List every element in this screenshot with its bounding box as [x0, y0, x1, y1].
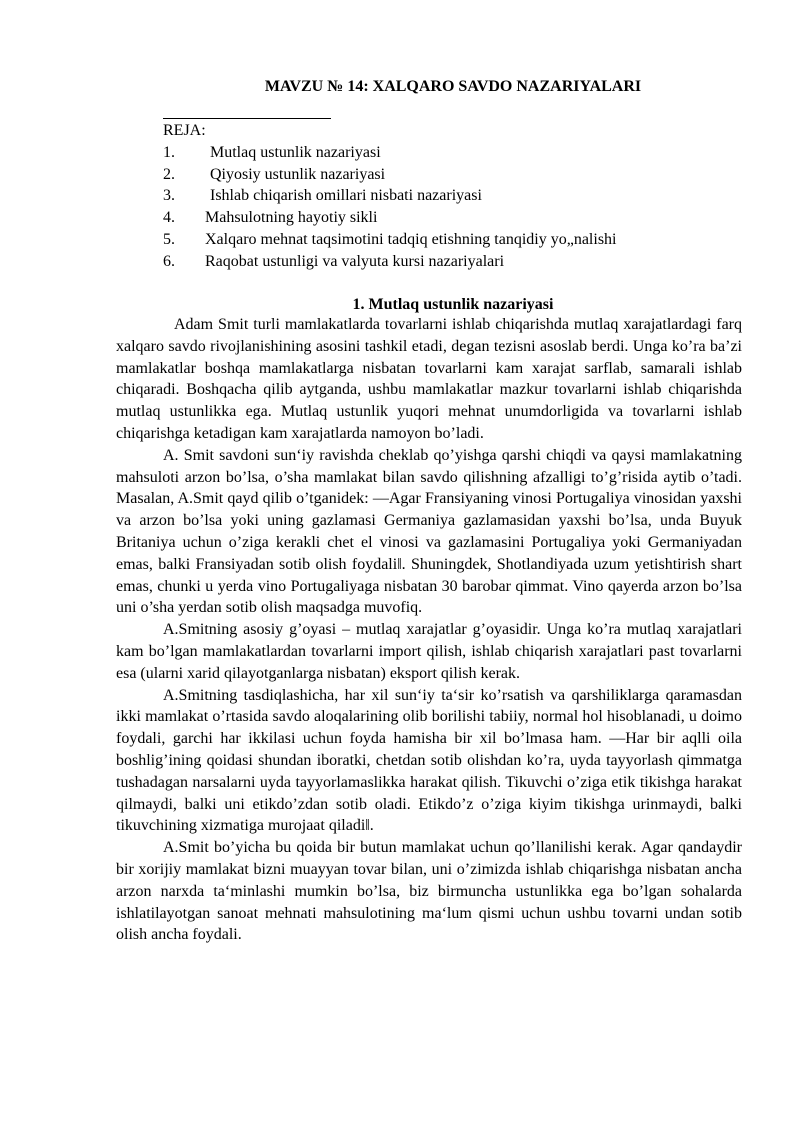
paragraph: A.Smit bo’yicha bu qoida bir butun mamlakat uchun qo’llanilishi kerak. Agar qandaydir bir xorijiy mamlakat bizni muayyan tovar bilan, uni o’zimizda ishlab chiqarishga nisbatan ancha arzon narxda ta‘minlashi mumkin bo’lsa, biz birmuncha ustunlikka ega bo’lgan sohalarda ishlatilayotgan sanoat mehnati mahsulotining ma‘lum qismi uchun ushbu tovarni undan sotib olish ancha foydali. — [116, 839, 742, 944]
plan-item-number: 6. — [163, 252, 175, 270]
section-heading: 1. Mutlaq ustunlik nazariyasi — [352, 296, 554, 313]
paragraph: A. Smit savdoni sun‘iy ravishda cheklab qo’yishga qarshi chiqdi va qaysi mamlakatning mahsuloti arzon bo’lsa, o’sha mamlakat bilan savdo qilishning afzalligi to’g’risida aytib o’tadi. Masalan, A.Smit qayd qilib o’tganidek: ―Agar Fransiyaning vinosi Portugaliya vinosidan yaxshi va arzon bo’lsa yoki uning gazlamasi Germaniya gazlamasidan yaxshi bo’lsa, unda Buyuk Britaniya uchun o’ziga kerakli chet el vinosi va gazlamasini Portugaliya yoki Germaniyadan emas, balki Fransiyadan sotib olish foydali‖. Shuningdek, Shotlandiyada uzum yetishtirish shart emas, chunki u yerda vino Portugaliyaga nisbatan 30 barobar qimmat. Vino qayerda arzon bo’lsa uni o’sha yerdan sotib olish maqsadga muvofiq. — [116, 446, 742, 617]
plan-item — [163, 142, 763, 164]
plan-list — [163, 142, 763, 273]
plan-item-text: Qiyosiy ustunlik nazariyasi — [210, 165, 386, 183]
plan-item — [163, 185, 763, 207]
plan-item-text: Ishlab chiqarish omillari nisbati nazariyasi — [210, 187, 482, 205]
plan-item-text: Mahsulotning hayotiy sikli — [205, 209, 378, 227]
paragraph: A.Smitning asosiy g’oyasi – mutlaq xarajatlar g’oyasidir. Unga ko’ra mutlaq xarajatlari kam bo’lgan mamlakatlardan tovarlarni import qilish, ishlab chiqarish xarajatlari past tovarlarni esa (ularni xarid qilayotganlarga nisbatan) eksport qilish kerak. — [116, 621, 742, 682]
plan-item-text: Raqobat ustunligi va valyuta kursi nazariyalari — [205, 252, 505, 270]
plan-section — [163, 120, 763, 273]
plan-item — [163, 229, 763, 251]
plan-item-number: 1. — [163, 143, 175, 161]
plan-item — [163, 164, 763, 186]
plan-item — [163, 251, 763, 273]
plan-item-number: 2. — [163, 165, 175, 183]
plan-item — [163, 207, 763, 229]
plan-item-text: Xalqaro mehnat taqsimotini tadqiq etishning tanqidiy yo„nalishi — [205, 230, 617, 248]
plan-item-text: Mutlaq ustunlik nazariyasi — [210, 143, 381, 161]
plan-label: REJA: — [163, 122, 206, 139]
plan-item-number: 5. — [163, 230, 175, 248]
paragraph: Adam Smit turli mamlakatlarda tovarlarni ishlab chiqarishda mutlaq xarajatlardagi farq xalqaro savdo rivojlanishining asosini tashkil etadi, degan tezisni asoslab berdi. Unga ko’ra ba’zi mamlakatlar boshqa mamlakatlarga nisbatan tovarlarni kam xarajat sarflab, samarali ishlab chiqaradi. Boshqacha qilib aytganda, ushbu mamlakatlar mazkur tovarlarni ishlab chiqarishda mutlaq ustunlikka ega. Mutlaq ustunlik yuqori mehnat unumdorligida va tovarlarni ishlab chiqarishga ketadigan kam xarajatlarda namoyon bo’ladi. — [116, 316, 742, 442]
document-title: MAVZU № 14: XALQARO SAVDO NAZARIYALARI — [264, 78, 642, 95]
title-underline — [163, 118, 331, 119]
body-text — [116, 314, 742, 946]
plan-item-number: 4. — [163, 209, 175, 227]
paragraph: A.Smitning tasdiqlashicha, har xil sun‘iy ta‘sir ko’rsatish va qarshiliklarga qaramasdan ikki mamlakat o’rtasida savdo aloqalarining olib borilishi tabiiy, normal hol hisoblanadi, u doimo foydali, garchi har ikkilasi uchun foyda hamisha bir xil bo’lmasa ham. ―Har bir aqlli oila boshlig’ining qoidasi shundan iboratki, chetdan sotib olishdan ko’ra, uyda tayyorlash qimmatga tushadagan narsalarni uyda tayyorlamaslikka harakat qilish. Tikuvchi o’ziga etik tikishga harakat qilmaydi, balki uni etikdo’zdan sotib oladi. Etikdo’z o’ziga kiyim tikishga urinmaydi, balki tikuvchining xizmatiga murojaat qiladi‖. — [116, 686, 742, 835]
plan-item-number: 3. — [163, 187, 175, 205]
